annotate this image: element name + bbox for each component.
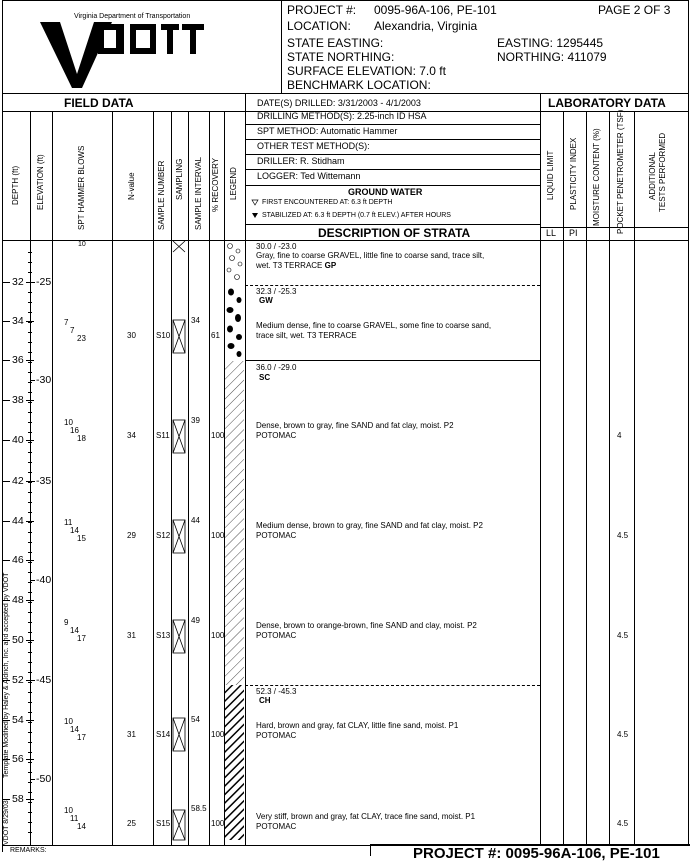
lab-data-title: LABORATORY DATA: [548, 96, 666, 110]
col-nvalue: N-value: [127, 172, 136, 200]
depth-tick-mark: [2, 481, 10, 482]
depth-minor-tick: [28, 612, 32, 613]
depth-minor-tick: [28, 762, 32, 763]
depth-tick-mark: [2, 521, 10, 522]
sample-number: S15: [156, 819, 171, 828]
info-rule-5: [245, 169, 540, 170]
logger: LOGGER: Ted Wittemann: [257, 171, 361, 181]
depth-tick-label: 36: [12, 354, 24, 366]
vdot-logo: [40, 22, 204, 88]
location-label: LOCATION:: [287, 19, 351, 33]
elevation-tick-mark: [30, 680, 35, 681]
header-bottom: [2, 93, 689, 94]
sample-interval: 58.5: [191, 804, 207, 813]
col-spt: SPT HAMMER BLOWS: [77, 145, 86, 230]
depth-minor-tick: [28, 532, 32, 533]
strata-2-desc2: trace silt, wet. T3 TERRACE: [256, 331, 357, 340]
field-data-title: FIELD DATA: [64, 96, 134, 110]
sample-number: S10: [156, 331, 171, 340]
spt-blow-3: 15: [77, 534, 86, 543]
strata-7-desc1: Very stiff, brown and gray, fat CLAY, trace fine sand, moist. P1: [256, 812, 476, 821]
template-side-note: Template Modified by Haley & Aldrich, Inc. and accepted by VDOT: [3, 572, 10, 778]
strata-3-code: SC: [259, 373, 271, 382]
spt-blow-2: 14: [70, 526, 79, 535]
col-line-n: [153, 111, 154, 845]
depth-tick-mark: [26, 560, 34, 561]
spt-blow-1: 11: [64, 518, 73, 527]
depth-minor-tick: [28, 722, 32, 723]
depth-minor-tick: [28, 692, 32, 693]
strata-4-desc1: Medium dense, brown to gray, fine SAND and fat clay, moist. P2: [256, 521, 483, 530]
spt-blow-2: 14: [70, 725, 79, 734]
col-line-depth: [30, 111, 31, 845]
col-line-legend: [245, 93, 246, 845]
depth-minor-tick: [28, 642, 32, 643]
strata-5-desc1: Dense, brown to orange-brown, fine SAND and clay, moist. P2: [256, 621, 477, 630]
strata-7-desc2: POTOMAC: [256, 822, 297, 831]
strata-boundary-sc-ch: [245, 685, 540, 686]
col-liquid-limit: LIQUID LIMIT: [546, 150, 555, 200]
strata-2-depth: 32.3 / -25.3: [256, 287, 297, 296]
spt-blow-3: 18: [77, 434, 86, 443]
spt-blow-1: 10: [64, 717, 73, 726]
pocket-penetrometer: 4.5: [617, 531, 629, 540]
info-rule-6: [245, 185, 540, 186]
depth-minor-tick: [28, 582, 32, 583]
dates-drilled: DATE(S) DRILLED: 3/31/2003 - 4/1/2003: [257, 98, 421, 108]
depth-minor-tick: [28, 562, 32, 563]
elevation-tick-mark: [30, 282, 35, 283]
spt-blow-3: 23: [77, 334, 86, 343]
depth-tick-label: 46: [12, 554, 24, 566]
spt-blow-2: 7: [70, 326, 75, 335]
pocket-penetrometer: 4.5: [617, 730, 629, 739]
col-plasticity: PLASTICITY INDEX: [569, 137, 578, 210]
depth-minor-tick: [28, 812, 32, 813]
surface-elevation: SURFACE ELEVATION: 7.0 ft: [287, 64, 446, 78]
strata-5-desc2: POTOMAC: [256, 631, 297, 640]
top-blow-count: 10: [78, 241, 86, 248]
col-line-spt: [112, 111, 113, 845]
depth-tick-mark: [2, 360, 10, 361]
depth-minor-tick: [28, 802, 32, 803]
col-depth: DEPTH (ft): [11, 165, 20, 205]
sample-interval: 39: [191, 416, 200, 425]
elevation-tick-mark: [30, 380, 35, 381]
recovery-percent: 100: [211, 819, 225, 828]
depth-minor-tick: [28, 752, 32, 753]
col-additional-2: TESTS PERFORMED: [658, 132, 667, 212]
info-rule-2: [245, 124, 540, 125]
depth-tick-label: 58: [12, 793, 24, 805]
depth-minor-tick: [28, 382, 32, 383]
spt-blow-3: 17: [77, 634, 86, 643]
depth-tick-mark: [26, 600, 34, 601]
col-elevation: ELEVATION (ft): [36, 154, 45, 210]
depth-tick-label: 42: [12, 475, 24, 487]
strata-3-desc2: POTOMAC: [256, 431, 297, 440]
depth-tick-mark: [2, 400, 10, 401]
depth-minor-tick: [28, 772, 32, 773]
col-line-ll: [563, 111, 564, 845]
col-line-pp: [634, 111, 635, 845]
depth-minor-tick: [28, 712, 32, 713]
sample-interval: 34: [191, 316, 200, 325]
n-value: 31: [127, 730, 136, 739]
depth-tick-mark: [26, 720, 34, 721]
sample-number: S13: [156, 631, 171, 640]
state-easting: STATE EASTING:: [287, 36, 384, 50]
spt-blow-3: 17: [77, 733, 86, 742]
depth-tick-mark: [26, 799, 34, 800]
depth-tick-mark: [26, 759, 34, 760]
depth-tick-label: 34: [12, 315, 24, 327]
depth-minor-tick: [28, 412, 32, 413]
col-sample-interval: SAMPLE INTERVAL: [194, 156, 203, 230]
easting: EASTING: 1295445: [497, 36, 604, 50]
depth-minor-tick: [28, 262, 32, 263]
side-note-date: VDOT 8/29/03: [3, 800, 10, 845]
depth-minor-tick: [28, 252, 32, 253]
spt-blow-1: 9: [64, 618, 69, 627]
state-northing: STATE NORTHING:: [287, 50, 395, 64]
elevation-tick-label: -45: [36, 674, 52, 686]
benchmark-location: BENCHMARK LOCATION:: [287, 78, 431, 92]
depth-minor-tick: [28, 502, 32, 503]
depth-minor-tick: [28, 832, 32, 833]
pocket-penetrometer: 4: [617, 431, 622, 440]
spt-blow-1: 7: [64, 318, 69, 327]
n-value: 34: [127, 431, 136, 440]
recovery-percent: 100: [211, 431, 225, 440]
depth-tick-mark: [26, 400, 34, 401]
depth-minor-tick: [28, 822, 32, 823]
spt-blow-1: 10: [64, 418, 73, 427]
depth-minor-tick: [28, 542, 32, 543]
depth-minor-tick: [28, 292, 32, 293]
depth-minor-tick: [28, 402, 32, 403]
col-line-sample: [171, 111, 172, 845]
col-legend: LEGEND: [229, 167, 238, 200]
col-moisture: MOISTURE CONTENT (%): [592, 128, 601, 226]
n-value: 25: [127, 819, 136, 828]
legend-gp: [227, 244, 242, 280]
depth-minor-tick: [28, 702, 32, 703]
strata-2-desc1: Medium dense, fine to coarse GRAVEL, some fine to coarse sand,: [256, 321, 492, 330]
project-value: 0095-96A-106, PE-101: [374, 3, 497, 17]
depth-minor-tick: [28, 352, 32, 353]
elevation-tick-mark: [30, 779, 35, 780]
spt-blow-2: 11: [70, 814, 79, 823]
depth-minor-tick: [28, 312, 32, 313]
col-line-moisture: [609, 111, 610, 845]
strata-1-desc2: [256, 262, 336, 270]
col-recovery: % RECOVERY: [211, 157, 220, 212]
sampler-marks: [173, 241, 185, 840]
drilling-method: DRILLING METHOD(S): 2.25-inch ID HSA: [257, 111, 427, 121]
col-sample-number: SAMPLE NUMBER: [157, 160, 166, 230]
legend-sc: [225, 361, 244, 685]
elevation-tick-mark: [30, 580, 35, 581]
elevation-tick-label: -35: [36, 475, 52, 487]
elevation-tick-label: -30: [36, 374, 52, 386]
depth-minor-tick: [28, 732, 32, 733]
depth-tick-label: 48: [12, 594, 24, 606]
depth-minor-tick: [28, 482, 32, 483]
strata-1-depth: 30.0 / -23.0: [256, 242, 297, 251]
depth-minor-tick: [28, 332, 32, 333]
depth-minor-tick: [28, 392, 32, 393]
sample-number: S14: [156, 730, 171, 739]
depth-tick-label: 56: [12, 753, 24, 765]
col-line-strata: [540, 93, 541, 845]
spt-method: SPT METHOD: Automatic Hammer: [257, 126, 398, 136]
header-divider: [281, 0, 282, 93]
groundwater-symbols: [252, 200, 258, 218]
spt-blow-2: 14: [70, 626, 79, 635]
legend-ch: [225, 685, 244, 840]
depth-tick-label: 40: [12, 434, 24, 446]
depth-tick-mark: [26, 440, 34, 441]
depth-minor-tick: [28, 682, 32, 683]
depth-minor-tick: [28, 492, 32, 493]
depth-tick-label: 32: [12, 276, 24, 288]
depth-tick-label: 50: [12, 634, 24, 646]
strata-1-code: GP: [324, 261, 337, 270]
depth-tick-mark: [26, 640, 34, 641]
depth-minor-tick: [28, 342, 32, 343]
depth-minor-tick: [28, 792, 32, 793]
depth-minor-tick: [28, 432, 32, 433]
n-value: 30: [127, 331, 136, 340]
strata-2-code: GW: [259, 296, 273, 305]
footer-project: PROJECT #: 0095-96A-106, PE-101: [413, 845, 660, 862]
col-line-elev: [52, 111, 53, 845]
info-rule-7: [245, 224, 540, 225]
depth-tick-mark: [26, 360, 34, 361]
remarks-label: REMARKS:: [10, 847, 47, 854]
sample-number: S12: [156, 531, 171, 540]
depth-minor-tick: [28, 782, 32, 783]
n-value: 31: [127, 631, 136, 640]
depth-minor-tick: [28, 592, 32, 593]
n-value: 29: [127, 531, 136, 540]
frame-top: [2, 0, 689, 1]
info-rule-3: [245, 139, 540, 140]
elevation-tick-mark: [30, 481, 35, 482]
strata-boundary-gw-sc: [245, 360, 540, 361]
depth-tick-label: 38: [12, 394, 24, 406]
depth-tick-mark: [2, 321, 10, 322]
pocket-penetrometer: 4.5: [617, 819, 629, 828]
strata-1-desc1: Gray, fine to coarse GRAVEL, little fine to coarse sand, trace silt,: [256, 251, 485, 260]
strata-6-desc2: POTOMAC: [256, 731, 297, 740]
spt-blow-2: 16: [70, 426, 79, 435]
depth-minor-tick: [28, 662, 32, 663]
depth-minor-tick: [28, 572, 32, 573]
depth-minor-tick: [28, 672, 32, 673]
depth-tick-mark: [2, 282, 10, 283]
col-line-sampling: [188, 111, 189, 845]
recovery-percent: 100: [211, 631, 225, 640]
info-rule-4: [245, 154, 540, 155]
sample-interval: 54: [191, 715, 200, 724]
depth-tick-label: 44: [12, 515, 24, 527]
strata-4-desc2: POTOMAC: [256, 531, 297, 540]
strata-6-desc1: Hard, brown and gray, fat CLAY, little fine sand, moist. P1: [256, 721, 459, 730]
depth-minor-tick: [28, 652, 32, 653]
depth-minor-tick: [28, 522, 32, 523]
col-line-pi: [586, 111, 587, 845]
gw-first: FIRST ENCOUNTERED AT: 6.3 ft DEPTH: [262, 199, 393, 206]
col-sampling: SAMPLING: [175, 158, 184, 200]
depth-minor-tick: [28, 302, 32, 303]
legend-gw: [227, 289, 243, 358]
spt-blow-3: 14: [77, 822, 86, 831]
groundwater-title: GROUND WATER: [348, 187, 423, 197]
pocket-penetrometer: 4.5: [617, 631, 629, 640]
depth-minor-tick: [28, 622, 32, 623]
depth-tick-mark: [2, 440, 10, 441]
col-line-interval: [209, 111, 210, 845]
recovery-percent: 100: [211, 531, 225, 540]
depth-minor-tick: [28, 362, 32, 363]
page-number: PAGE 2 OF 3: [598, 3, 671, 17]
depth-minor-tick: [28, 742, 32, 743]
depth-tick-label: 54: [12, 714, 24, 726]
strata-6-code: CH: [259, 696, 271, 705]
gw-stabilized: STABILIZED AT: 6.3 ft DEPTH (0.7 ft ELEV.) AFTER HOURS: [262, 212, 451, 219]
driller: DRILLER: R. Stidham: [257, 156, 345, 166]
sample-interval: 49: [191, 616, 200, 625]
ll-label: LL: [546, 228, 557, 238]
sample-number: S11: [156, 431, 170, 440]
depth-tick-mark: [2, 560, 10, 561]
strata-6-depth: 52.3 / -45.3: [256, 687, 297, 696]
depth-minor-tick: [28, 452, 32, 453]
elevation-tick-label: -40: [36, 574, 52, 586]
recovery-percent: 100: [211, 730, 225, 739]
depth-minor-tick: [28, 422, 32, 423]
depth-minor-tick: [28, 322, 32, 323]
northing: NORTHING: 411079: [497, 50, 607, 64]
depth-minor-tick: [28, 272, 32, 273]
pi-label: PI: [569, 228, 578, 238]
elevation-tick-label: -50: [36, 773, 52, 785]
recovery-percent: 61: [211, 331, 220, 340]
strata-boundary-gp-gw: [245, 285, 540, 286]
depth-minor-tick: [28, 462, 32, 463]
strata-3-depth: 36.0 / -29.0: [256, 363, 297, 372]
spt-blow-1: 10: [64, 806, 73, 815]
other-test: OTHER TEST METHOD(S):: [257, 141, 370, 151]
depth-minor-tick: [28, 632, 32, 633]
strata-1-desc2-text: wet. T3 TERRACE: [256, 261, 323, 270]
col-additional-1: ADDITIONAL: [648, 151, 657, 200]
vdot-agency-line: Virginia Department of Transportation: [74, 13, 191, 20]
depth-minor-tick: [28, 512, 32, 513]
col-pocket-pen: POCKET PENETROMETER (TSF): [616, 109, 625, 234]
frame-right: [688, 0, 689, 845]
project-label: PROJECT #:: [287, 3, 357, 17]
depth-minor-tick: [28, 552, 32, 553]
strata-title: DESCRIPTION OF STRATA: [318, 226, 471, 240]
location-value: Alexandria, Virginia: [374, 19, 478, 33]
strata-3-desc1: Dense, brown to gray, fine SAND and fat clay, moist. P2: [256, 421, 454, 430]
depth-minor-tick: [28, 472, 32, 473]
depth-tick-label: 52: [12, 674, 24, 686]
depth-minor-tick: [28, 602, 32, 603]
sample-interval: 44: [191, 516, 200, 525]
elevation-tick-label: -25: [36, 276, 52, 288]
depth-minor-tick: [28, 372, 32, 373]
depth-minor-tick: [28, 442, 32, 443]
